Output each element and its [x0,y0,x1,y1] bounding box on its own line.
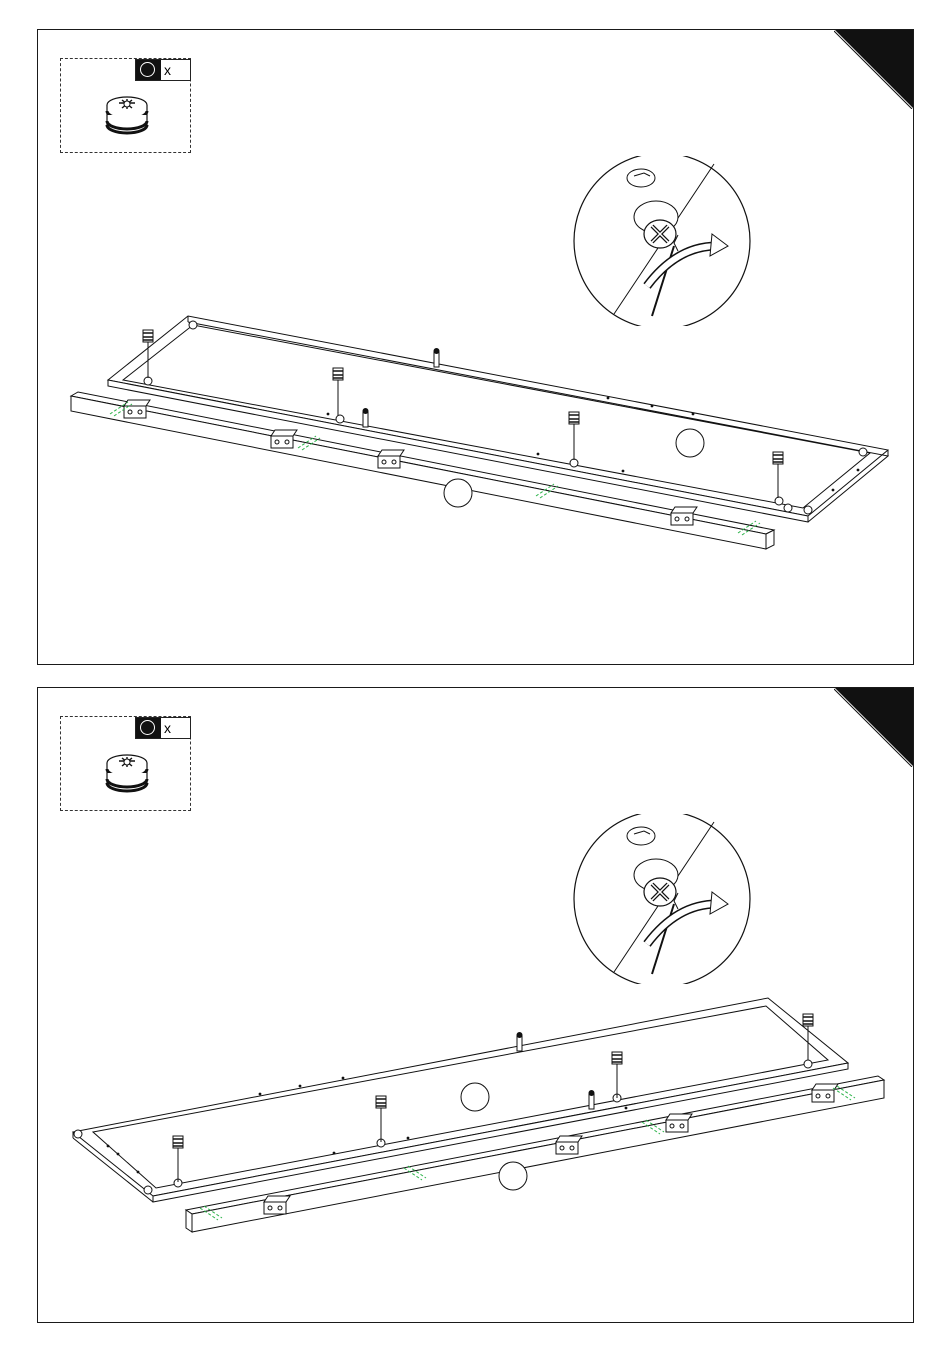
rail-callout-circle [499,1162,527,1190]
panel-callout-circle [461,1083,489,1111]
instruction-panel-1 [37,29,914,665]
assembly-drawing [38,30,914,665]
assembly-drawing [38,688,914,1323]
quantity-multiplier: x [164,62,171,78]
quantity-multiplier: x [164,720,171,736]
instruction-panel-2 [37,687,914,1323]
panel-callout-circle [676,429,704,457]
rail-callout-circle [444,479,472,507]
